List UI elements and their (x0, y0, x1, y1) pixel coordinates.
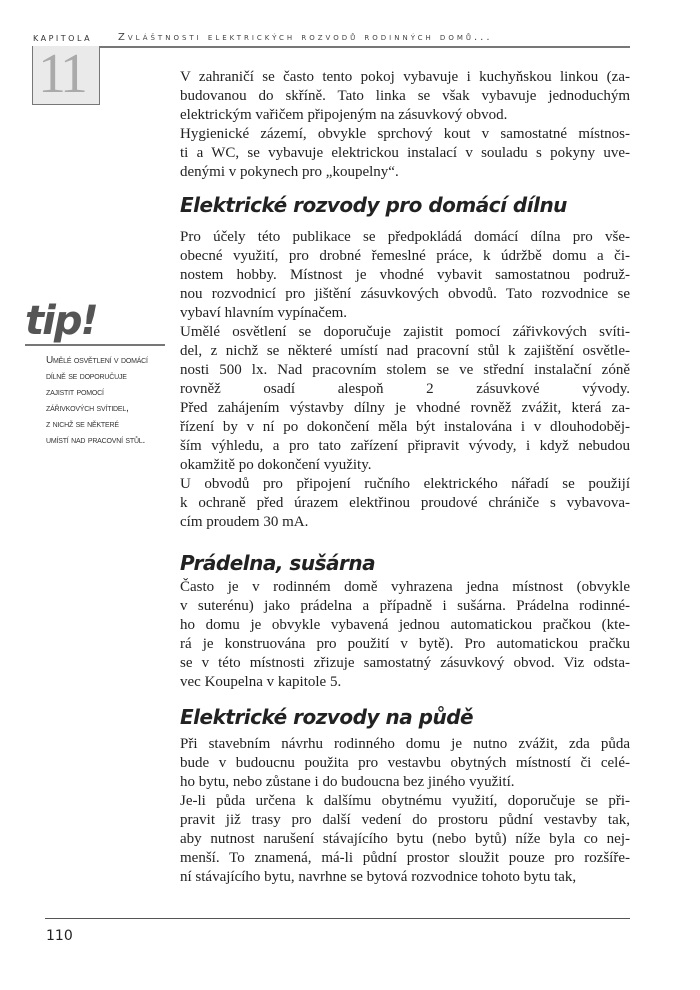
text-line: V zahraničí se často tento pokoj vybavuje i kuchyňskou linkou (za- (180, 69, 630, 85)
text-line: řízení by v ní po dokončení měla být instalována i v dlouhodoběj- (180, 419, 630, 435)
chapter-number: 11 (38, 43, 84, 105)
text-line: k ochraně před úrazem elektřinou proudové chrániče s vybavova- (180, 495, 630, 511)
text-line: denými v pokynech pro „koupelny“. (180, 164, 399, 180)
section-body (180, 578, 630, 692)
text-line: bude v budoucnu použita pro vestavbu obytných místností či celé- (180, 755, 630, 771)
text-line: aby nutnost narušení stávajícího bytu (nebo bytů) níže byla co nej- (180, 831, 630, 847)
text-line: ti a WC, se vybavuje elektrickou instalací v souladu s pokyny uve- (180, 145, 630, 161)
text-line: budovanou do skříně. Tato linka se však vybavuje jednoduchým (180, 88, 630, 104)
text-line: Při stavebním návrhu rodinného domu je nutno zvážit, zda půda (180, 736, 630, 752)
text-line: ho domu je obvykle vybavená jednou automatickou pračkou (kte- (180, 617, 630, 633)
text-line: menší. To znamená, má-li půdní prostor sloužit pouze pro rozšíře- (180, 850, 630, 866)
tip-line: Umělé osvětlení v domácí (46, 355, 148, 366)
footer-rule (45, 918, 630, 919)
intro-paragraph (180, 68, 630, 182)
tip-line: umístí nad pracovní stůl. (46, 435, 146, 446)
text-line: vec Koupelna v kapitole 5. (180, 674, 342, 690)
text-line: obecné využití, pro drobné řemeslné práce, k údržbě domu a či- (180, 248, 630, 264)
text-line: del, z nichž se některé umístí nad pracovní stůl k zajištění osvětle- (180, 343, 630, 359)
text-line: Často je v rodinném domě vyhrazena jedna místnost (obvykle (180, 579, 630, 595)
text-line: rá je konstruována pro použití v bytě). Pro automatickou pračku (180, 636, 630, 652)
text-line: pravit již trasy pro další vedení do prostoru půdní vestavby tak, (180, 812, 630, 828)
section-heading: Elektrické rozvody na půdě (180, 705, 474, 729)
text-line: nou rozvodnicí pro jištění zásuvkových obvodů. Tato rozvodnice se (180, 286, 630, 302)
text-line: ní stávajícího bytu, navrhne se bytová rozvodnice tohoto bytu tak, (180, 869, 577, 885)
tip-line: zajistit pomocí (46, 387, 104, 398)
text-line: cím proudem 30 mA. (180, 514, 309, 530)
section-heading: Prádelna, sušárna (180, 551, 376, 575)
tip-text (46, 353, 174, 449)
text-line: nostem hobby. Místnost je vhodné vybavit samostatnou podruž- (180, 267, 630, 283)
text-line: Pro účely této publikace se předpokládá domácí dílna pro vše- (180, 229, 630, 245)
section-body (180, 228, 630, 532)
header-rule (98, 46, 630, 48)
text-line: ho bytu, nebo zůstane i do budoucna bez jiného využití. (180, 774, 515, 790)
tip-label: tip! (25, 298, 97, 344)
tip-line: dílně se doporučuje (46, 371, 127, 382)
text-line: v suterénu) jako prádelna a případně i sušárna. Prádelna rodinné- (180, 598, 630, 614)
section-heading: Elektrické rozvody pro domácí dílnu (180, 193, 567, 217)
text-line: rovněž osadí alespoň 2 zásuvkové vývody. (180, 381, 630, 397)
text-line: se v této místnosti zřizuje samostatný zásuvkový obvod. Viz odsta- (180, 655, 630, 671)
text-line: okamžitě po dokončení využity. (180, 457, 372, 473)
text-line: Umělé osvětlení se doporučuje zajistit pomocí zářivkových svíti- (180, 324, 630, 340)
text-line: elektrickým vařičem připojeným na zásuvkový obvod. (180, 107, 508, 123)
page-number: 110 (46, 928, 73, 944)
text-line: U obvodů pro připojení ručního elektrického nářadí se použijí (180, 476, 630, 492)
tip-line: z nichž se některé (46, 419, 119, 430)
text-line: Je-li půda určena k dalšímu obytnému využití, doporučuje se při- (180, 793, 630, 809)
text-line: ším výhledu, a pro tato zařízení připravit vývody, i když nebudou (180, 438, 630, 454)
text-line: nosti 500 lx. Nad pracovním stolem se ve střední instalační zóně (180, 362, 630, 378)
text-line: vybaví hlavním vypínačem. (180, 305, 348, 321)
section-body (180, 735, 630, 887)
chapter-label: KAPITOLA (33, 34, 93, 43)
tip-rule (25, 344, 165, 346)
text-line: Před zahájením výstavby dílny je vhodné rovněž zvážit, která za- (180, 400, 630, 416)
tip-line: zářivkových svítidel, (46, 403, 129, 414)
text-line: Hygienické zázemí, obvykle sprchový kout v samostatné místnos- (180, 126, 630, 142)
running-title: Zvláštnosti elektrických rozvodů rodinných domů... (118, 32, 493, 43)
